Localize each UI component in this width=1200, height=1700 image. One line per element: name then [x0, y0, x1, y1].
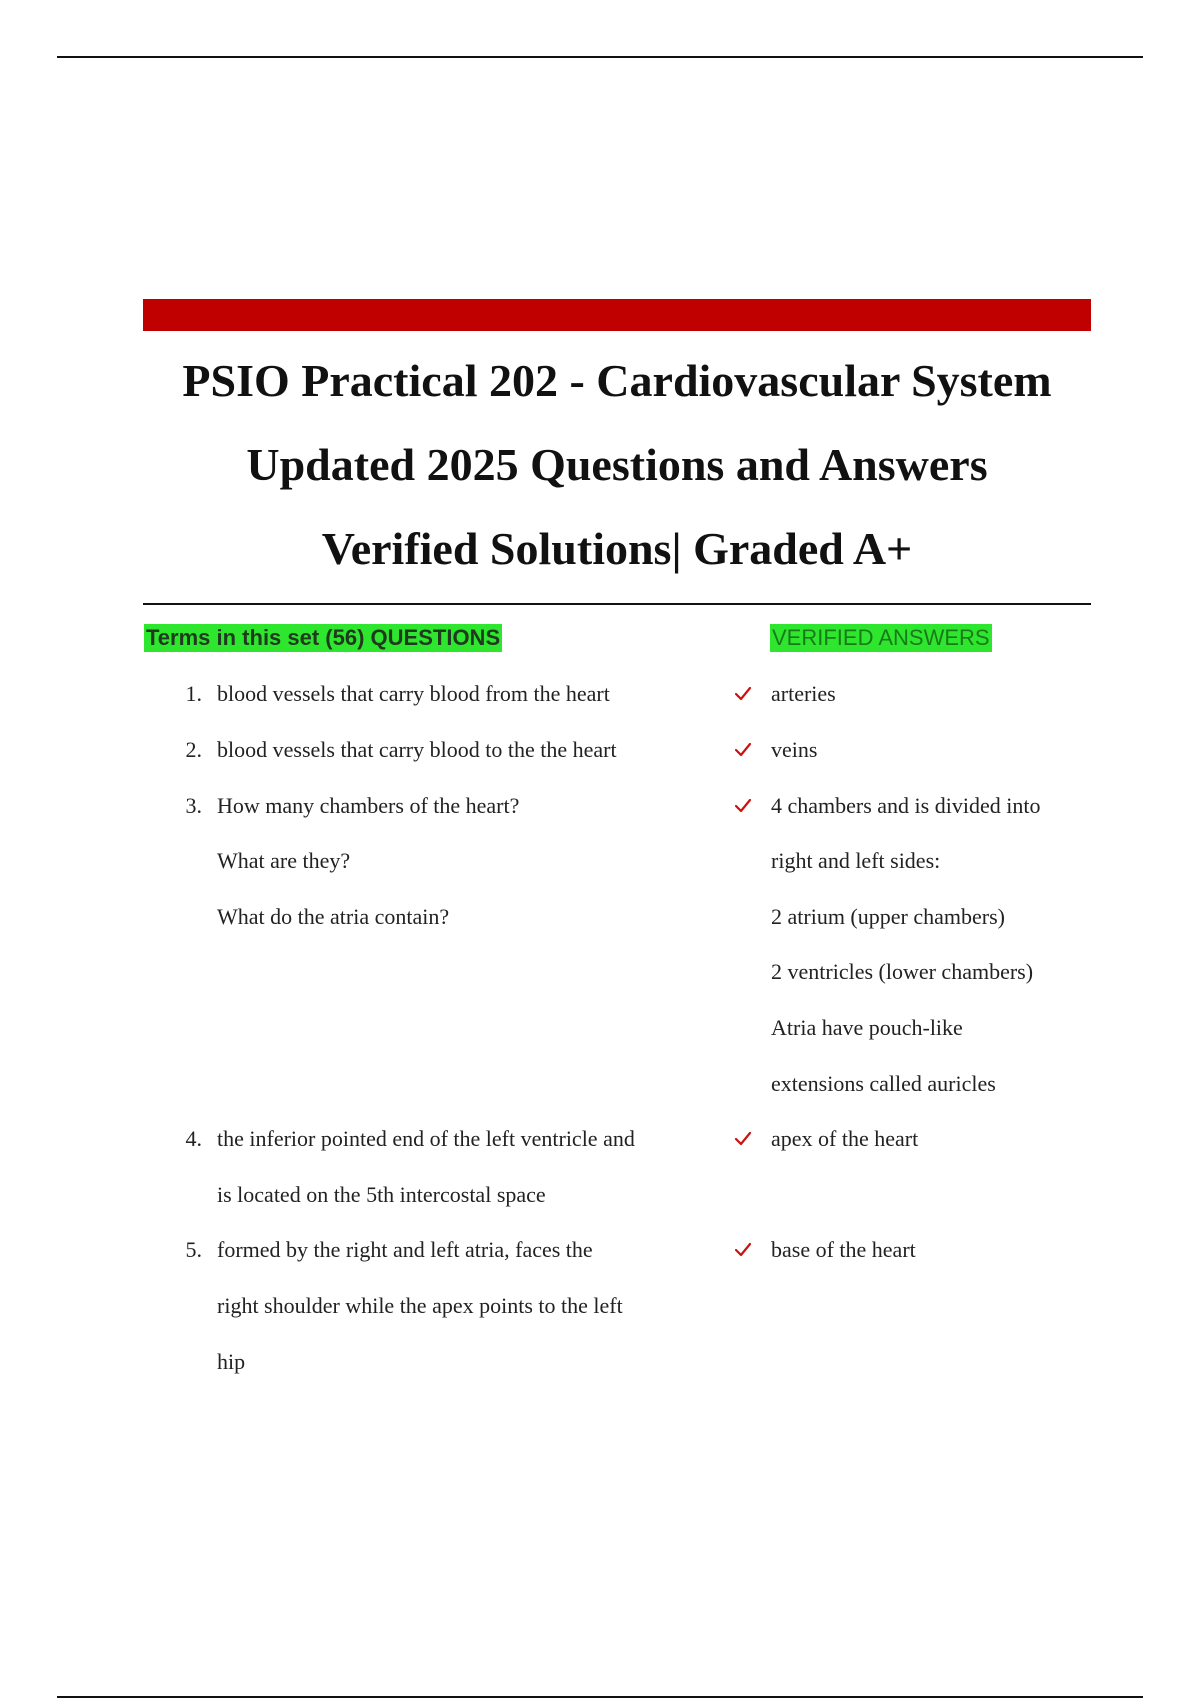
answers-header: VERIFIED ANSWERS [772, 625, 990, 650]
title-divider [143, 603, 1091, 605]
answer-text: apex of the heart [771, 1126, 919, 1151]
document-title [143, 339, 1091, 591]
question-text: right shoulder while the apex points to the left [217, 1293, 623, 1318]
question-text: What do the atria contain? [217, 904, 450, 929]
question-number: 1. [185, 681, 202, 706]
questions-header: Terms in this set (56) QUESTIONS [146, 625, 501, 650]
answer-text: 2 ventricles (lower chambers) [771, 959, 1034, 984]
question-text: hip [217, 1349, 246, 1374]
question-text: What are they? [217, 848, 351, 873]
question-number: 4. [185, 1126, 202, 1151]
question-text: the inferior pointed end of the left ventricle and [217, 1126, 635, 1151]
answer-text: veins [771, 737, 818, 762]
answer-text: 4 chambers and is divided into [771, 793, 1041, 818]
question-text: is located on the 5th intercostal space [217, 1182, 546, 1207]
answer-text: extensions called auricles [771, 1071, 996, 1096]
question-text: How many chambers of the heart? [217, 793, 520, 818]
answer-text: 2 atrium (upper chambers) [771, 904, 1005, 929]
question-number: 3. [185, 793, 202, 818]
check-icon [734, 1222, 756, 1259]
answer-text: right and left sides: [771, 848, 941, 873]
bottom-page-rule [57, 1696, 1143, 1698]
question-number: 2. [185, 737, 202, 762]
title-line-3: Verified Solutions| Graded A+ [321, 523, 913, 574]
question-text: blood vessels that carry blood from the heart [217, 681, 610, 706]
check-icon [734, 722, 756, 759]
title-line-1: PSIO Practical 202 - Cardiovascular System [182, 355, 1052, 406]
question-text: formed by the right and left atria, faces the [217, 1237, 593, 1262]
check-icon [734, 666, 756, 703]
answer-text: arteries [771, 681, 836, 706]
question-number: 5. [185, 1237, 202, 1262]
check-icon [734, 778, 756, 815]
top-page-rule [57, 56, 1143, 58]
check-icon [734, 1111, 756, 1148]
answer-text: Atria have pouch-like [771, 1015, 963, 1040]
title-banner [143, 299, 1091, 331]
answer-text: base of the heart [771, 1237, 916, 1262]
title-line-2: Updated 2025 Questions and Answers [246, 439, 988, 490]
question-text: blood vessels that carry blood to the the heart [217, 737, 617, 762]
